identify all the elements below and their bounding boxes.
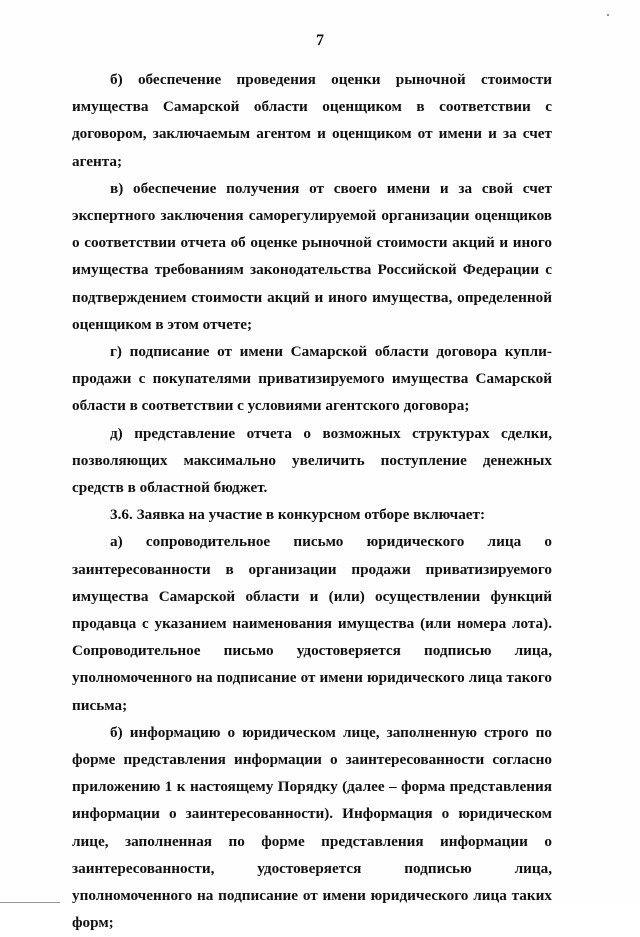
paragraph-g-signing: г) подписание от имени Самарской области договора купли-продажи с покупателями приватизируемого имущества Самарской области в соответствии с условиями агентского договора; <box>72 343 552 415</box>
paragraph-b-valuation: б) обеспечение проведения оценки рыночной стоимости имущества Самарской области оценщиком в соответствии с договором, заключаемым агентом и оценщиком от имени и за счет агента; <box>72 71 552 170</box>
document-body <box>72 66 552 937</box>
paragraph-d-report: д) представление отчета о возможных структурах сделки, позволяющих максимально увеличить поступление денежных средств в областной бюджет. <box>72 424 552 497</box>
paragraph-v-expert-opinion: в) обеспечение получения от своего имени и за свой счет экспертного заключения саморегулируемой организации оценщиков о соответствии отчета об оценке рыночной стоимости акций и иного имущества требованиям законодательства Российской Федерации с подтверждением стоимости акций и иного имущества, определенной оценщиком в этом отчете; <box>72 179 552 333</box>
paragraph-3-6-heading: 3.6. Заявка на участие в конкурсном отборе включает: <box>110 506 486 524</box>
scan-speck <box>607 14 609 16</box>
paragraph-a-cover-letter: а) сопроводительное письмо юридического лица о заинтересованности в организации продажи приватизируемого имущества Самарской области и (или) осуществлении функций продавца с указанием наименования имущества (или номера лота). Сопроводительное письмо удостоверяется подписью лица, уполномоченного на подписание от имени юридического лица такого письма; <box>72 533 552 714</box>
page-number: 7 <box>316 32 324 49</box>
scan-edge-line <box>0 902 60 903</box>
paragraph-b-information: б) информацию о юридическом лице, заполненную строго по форме представления информации о заинтересованности согласно приложению 1 к настоящему Порядку (далее – форма представления информации о заинтересованности). Информация о юридическом лице, заполненная по форме представления информации о заинтересованности, удостоверяется подписью лица, уполномоченного на подписание от имени юридического лица таких форм; <box>72 723 552 932</box>
